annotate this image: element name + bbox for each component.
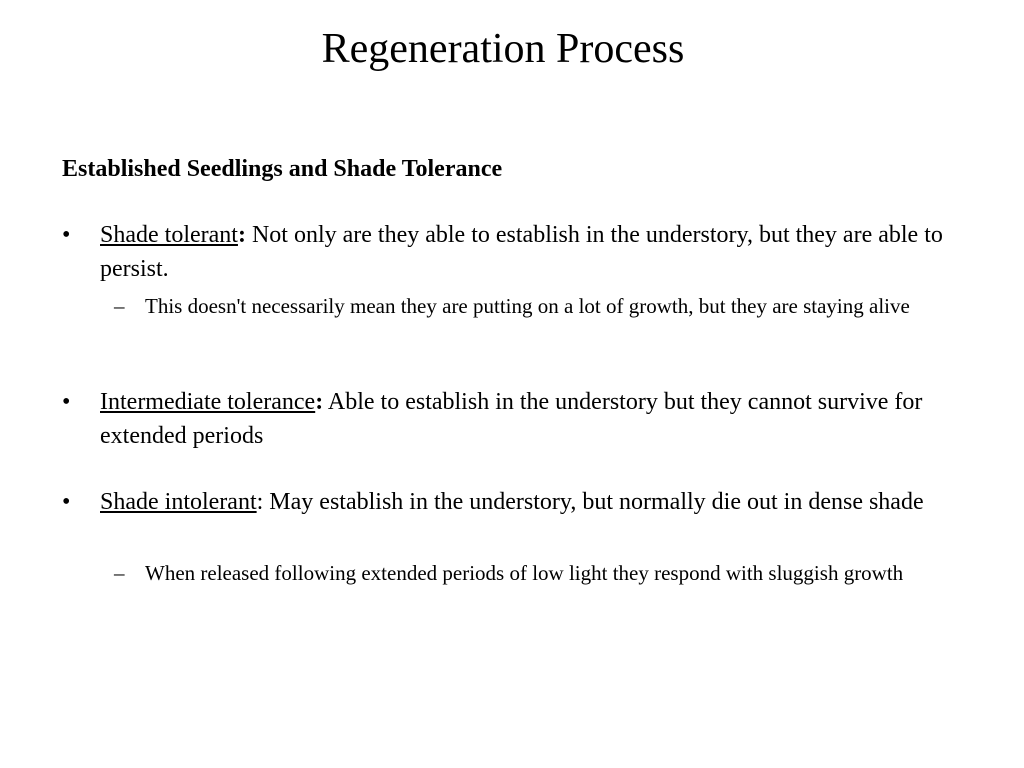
sub-bullet-text: This doesn't necessarily mean they are putting on a lot of growth, but they are staying alive — [145, 294, 910, 318]
bullet-description: Not only are they able to establish in the understory, but they are able to persist. — [100, 222, 943, 282]
bullet-shade-intolerant — [62, 485, 962, 519]
section-heading: Established Seedlings and Shade Tolerance — [62, 156, 503, 182]
bullet-term: Intermediate tolerance — [100, 389, 316, 415]
bullet-text — [100, 385, 962, 453]
bullet-text — [100, 218, 962, 286]
bullet-text — [100, 485, 962, 519]
bullet-marker: • — [62, 222, 71, 248]
bullet-intermediate-tolerance — [62, 385, 962, 453]
term-separator: : — [315, 389, 324, 415]
sub-bullet-marker: – — [114, 294, 125, 318]
bullet-marker: • — [62, 389, 71, 415]
sub-bullet-shade-intolerant — [114, 558, 954, 589]
bullet-term: Shade intolerant — [100, 489, 257, 515]
bullet-term: Shade tolerant — [100, 222, 238, 248]
sub-bullet-shade-tolerant — [114, 291, 954, 322]
term-separator: : — [256, 489, 264, 515]
sub-bullet-text: When released following extended periods of low light they respond with sluggish growth — [145, 561, 904, 585]
term-separator: : — [237, 222, 246, 248]
bullet-shade-tolerant — [62, 218, 962, 286]
sub-bullet-marker: – — [114, 561, 125, 585]
slide-title: Regeneration Process — [321, 26, 685, 72]
bullet-description: Able to establish in the understory but they cannot survive for extended periods — [100, 389, 923, 449]
bullet-description: May establish in the understory, but normally die out in dense shade — [263, 489, 924, 515]
bullet-marker: • — [62, 489, 71, 515]
